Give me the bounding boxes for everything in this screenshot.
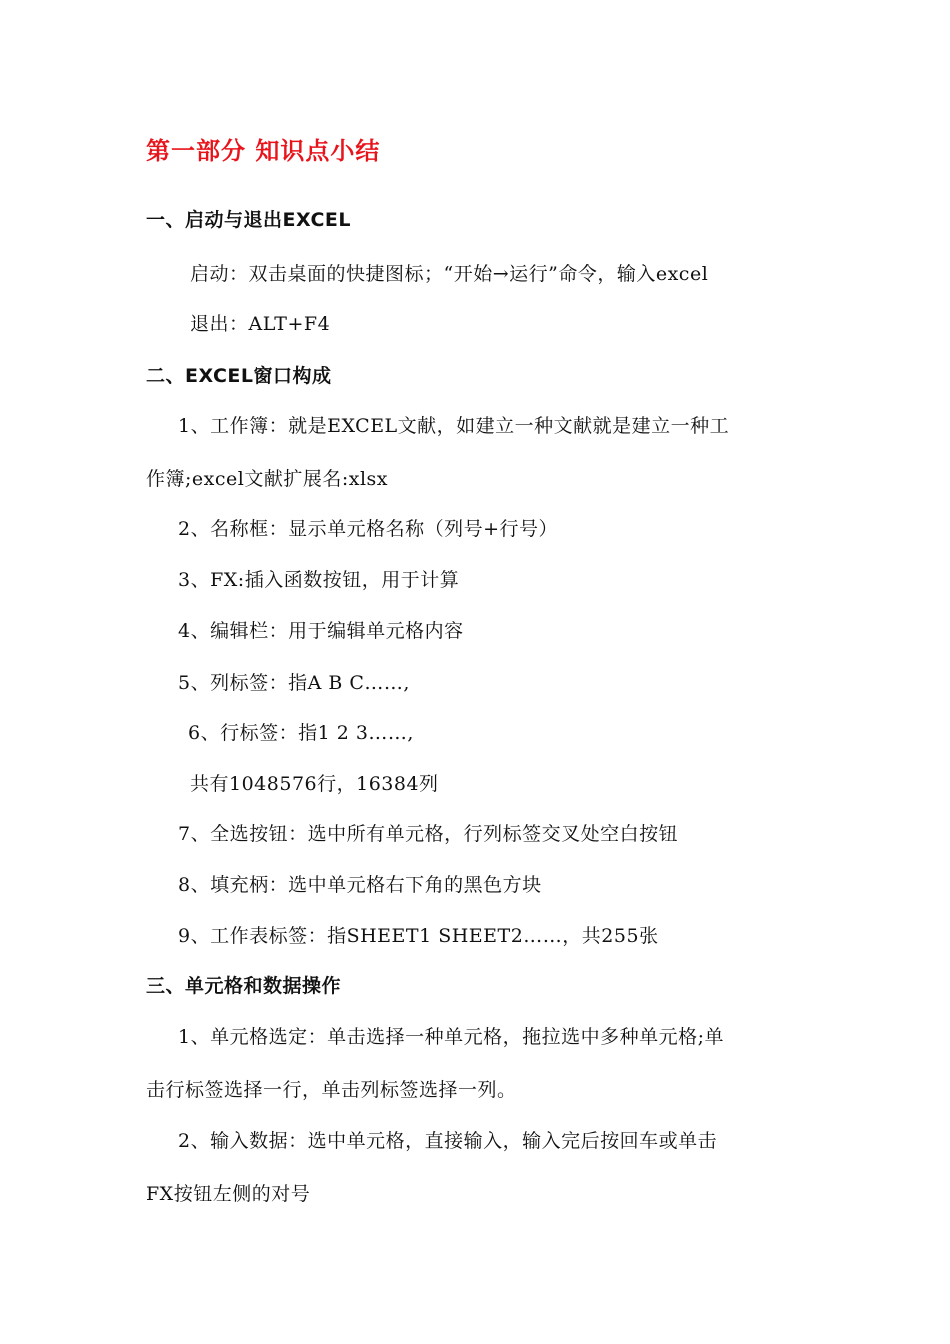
paragraph-select-all: 7、全选按钮：选中所有单元格，行列标签交叉处空白按钮 — [178, 823, 679, 845]
paragraph-sheet-tabs: 9、工作表标签：指SHEET1 SHEET2……，共255张 — [178, 925, 659, 947]
page-title: 第一部分 知识点小结 — [146, 137, 381, 165]
paragraph-fill-handle: 8、填充柄：选中单元格右下角的黑色方块 — [178, 874, 542, 896]
section-heading-cell-operations: 三、单元格和数据操作 — [146, 975, 342, 997]
paragraph-cell-selection-line1: 1、单元格选定：单击选择一种单元格，拖拉选中多种单元格;单 — [178, 1026, 724, 1048]
paragraph-row-labels: 6、行标签：指1 2 3……, — [188, 722, 414, 744]
paragraph-formula-bar: 4、编辑栏：用于编辑单元格内容 — [178, 620, 464, 642]
paragraph-cell-selection-line2: 击行标签选择一行，单击列标签选择一列。 — [146, 1079, 517, 1101]
section-heading-window-components: 二、EXCEL窗口构成 — [146, 365, 332, 387]
paragraph-workbook-line2: 作簿;excel文献扩展名:xlsx — [146, 468, 388, 490]
paragraph-input-data-line2: FX按钮左侧的对号 — [146, 1183, 311, 1205]
paragraph-column-labels: 5、列标签：指A B C……, — [178, 672, 410, 694]
paragraph-fx-button: 3、FX:插入函数按钮，用于计算 — [178, 569, 460, 591]
paragraph-exit: 退出：ALT+F4 — [190, 313, 331, 335]
section-heading-startup-exit: 一、启动与退出EXCEL — [146, 209, 351, 231]
paragraph-input-data-line1: 2、输入数据：选中单元格，直接输入，输入完后按回车或单击 — [178, 1130, 718, 1152]
paragraph-name-box: 2、名称框：显示单元格名称（列号+行号） — [178, 518, 559, 540]
paragraph-workbook-line1: 1、工作簿：就是EXCEL文献，如建立一种文献就是建立一种工 — [178, 415, 730, 437]
paragraph-row-column-count: 共有1048576行，16384列 — [190, 773, 439, 795]
paragraph-startup: 启动：双击桌面的快捷图标；“开始→运行”命令，输入excel — [190, 263, 709, 285]
